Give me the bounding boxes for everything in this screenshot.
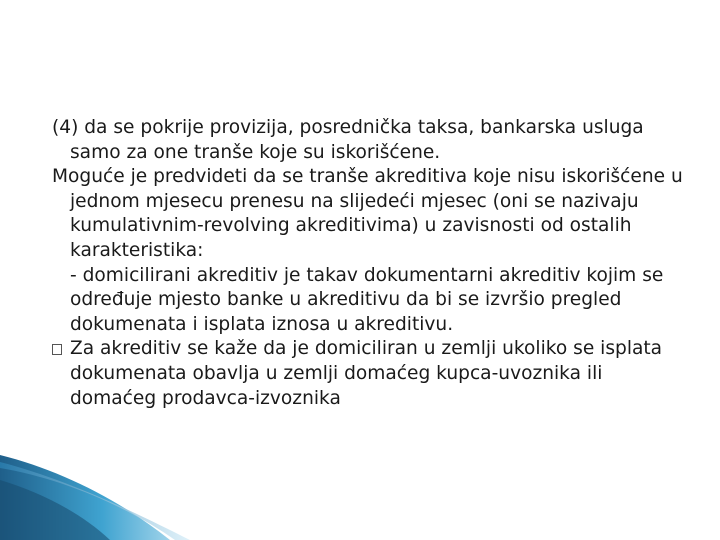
bullet-item <box>52 337 692 411</box>
paragraph-domiciled: - domicilirani akreditiv je takav dokumentarni akreditiv kojim se određuje mjesto banke u akreditivu da bi se izvršio pregled dokumenata i isplata iznosa u akreditivu. <box>70 264 664 335</box>
slide-body <box>52 116 692 411</box>
bullet-item-text: Za akreditiv se kaže da je domiciliran u zemlji ukoliko se isplata dokumenata obavlja u zemlji domaćeg kupca-uvoznika ili domaćeg prodavca-izvoznika <box>70 338 663 409</box>
square-bullet-icon <box>52 344 62 355</box>
paragraph-provision: (4) da se pokrije provizija, posrednička taksa, bankarska usluga samo za one tranše koje su iskorišćene. <box>52 117 644 163</box>
paragraph-revolving: Moguće je predvideti da se tranše akreditiva koje nisu iskorišćene u jednom mjesecu prenesu na slijedeći mjesec (oni se nazivaju kumulativnim-revolving akreditivima) u zavisnosti od ostalih karakteristika: <box>52 166 683 261</box>
